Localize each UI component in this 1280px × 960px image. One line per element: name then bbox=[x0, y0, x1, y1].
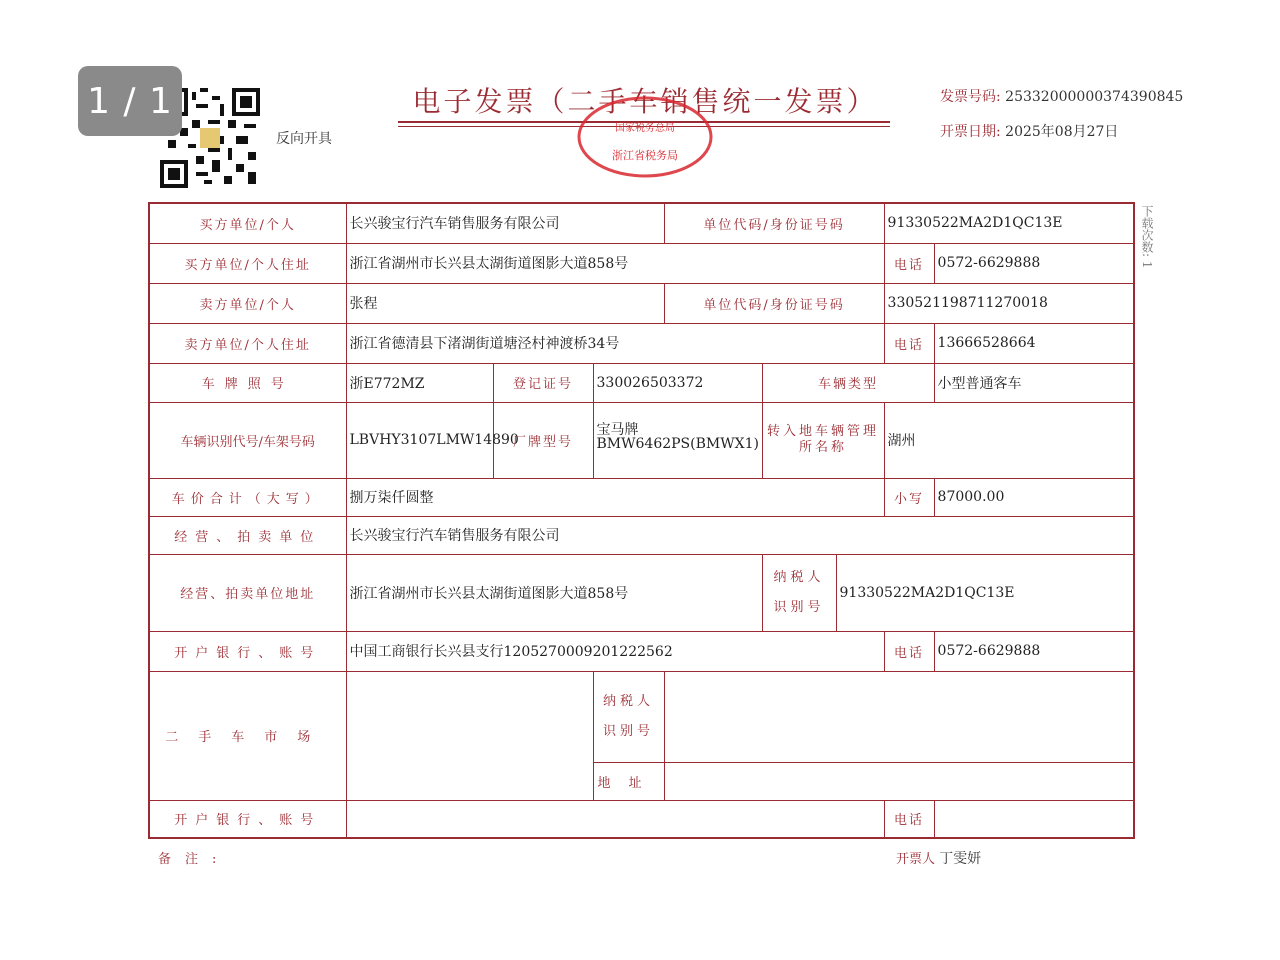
buyer-code: 91330522MA2D1QC13E bbox=[884, 203, 1134, 243]
buyer-phone: 0572-6629888 bbox=[934, 243, 1134, 283]
market-address-label: 地址 bbox=[593, 762, 664, 800]
price-number: 87000.00 bbox=[934, 478, 1134, 516]
invoice-table bbox=[148, 202, 1135, 839]
price-small-label: 小写 bbox=[884, 478, 934, 516]
invoice-date-label: 开票日期: bbox=[940, 124, 1001, 140]
market-phone bbox=[934, 800, 1134, 838]
model-label: 厂牌型号 bbox=[493, 402, 593, 478]
row-operator-address bbox=[149, 554, 1134, 631]
market-bank bbox=[346, 800, 884, 838]
invoice-title: 电子发票（二手车销售统一发票） bbox=[412, 85, 878, 118]
invoice-number bbox=[940, 86, 1183, 106]
seller-phone: 13666528664 bbox=[934, 323, 1134, 363]
vin-label: 车辆识别代号/车架号码 bbox=[149, 402, 346, 478]
remark-label: 备注: bbox=[158, 852, 231, 867]
row-plate bbox=[149, 363, 1134, 402]
plate-label: 车牌照号 bbox=[149, 363, 346, 402]
tax-bureau-seal bbox=[575, 95, 715, 180]
market-address bbox=[664, 762, 1134, 800]
row-buyer bbox=[149, 203, 1134, 243]
drawer-name: 丁雯妍 bbox=[939, 851, 982, 867]
seller-code-label: 单位代码/身份证号码 bbox=[664, 283, 884, 323]
seal-text-top: 国家税务总局 bbox=[615, 123, 675, 134]
model-value: 宝马牌BMW6462PS(BMWX1) bbox=[593, 402, 762, 478]
operator-address: 浙江省湖州市长兴县太湖街道图影大道858号 bbox=[346, 554, 762, 631]
buyer-address: 浙江省湖州市长兴县太湖街道图影大道858号 bbox=[346, 243, 884, 283]
price-in-words: 捌万柒仟圆整 bbox=[346, 478, 884, 516]
row-seller bbox=[149, 283, 1134, 323]
seller-address: 浙江省德清县下渚湖街道塘泾村神渡桥34号 bbox=[346, 323, 884, 363]
download-count: 下载次数: 1 bbox=[1140, 205, 1154, 269]
operator-taxid: 91330522MA2D1QC13E bbox=[836, 554, 1134, 631]
market-label: 二手车市场 bbox=[149, 671, 346, 800]
bank-phone-label: 电话 bbox=[884, 631, 934, 671]
bank-phone: 0572-6629888 bbox=[934, 631, 1134, 671]
invoice-number-label: 发票号码: bbox=[940, 89, 1001, 105]
buyer-code-label: 单位代码/身份证号码 bbox=[664, 203, 884, 243]
invoice-number-value: 25332000000374390845 bbox=[1005, 89, 1184, 105]
invoice-date-value: 2025年08月27日 bbox=[1005, 124, 1119, 140]
row-price bbox=[149, 478, 1134, 516]
seller-code: 330521198711270018 bbox=[884, 283, 1134, 323]
market-bank-label: 开户银行、账号 bbox=[149, 800, 346, 838]
operator-name: 长兴骏宝行汽车销售服务有限公司 bbox=[346, 516, 1134, 554]
vehicle-type: 小型普通客车 bbox=[934, 363, 1134, 402]
market-taxid-label: 纳税人识别号 bbox=[593, 671, 664, 762]
market-name bbox=[346, 671, 593, 800]
bank-account: 中国工商银行长兴县支行1205270009201222562 bbox=[346, 631, 884, 671]
seller-label: 卖方单位/个人 bbox=[149, 283, 346, 323]
page-indicator: 1 / 1 bbox=[78, 66, 182, 136]
seller-phone-label: 电话 bbox=[884, 323, 934, 363]
drawer-label: 开票人 bbox=[896, 852, 936, 867]
row-vin bbox=[149, 402, 1134, 478]
plate-number: 浙E772MZ bbox=[346, 363, 493, 402]
operator-label: 经营、拍卖单位 bbox=[149, 516, 346, 554]
buyer-name: 长兴骏宝行汽车销售服务有限公司 bbox=[346, 203, 664, 243]
transfer-office-label: 转入地车辆管理所名称 bbox=[762, 402, 884, 478]
vehicle-type-label: 车辆类型 bbox=[762, 363, 934, 402]
seal-text-bottom: 浙江省税务局 bbox=[612, 149, 678, 162]
operator-taxid-label: 纳税人识别号 bbox=[762, 554, 836, 631]
transfer-office: 湖州 bbox=[884, 402, 1134, 478]
row-bank bbox=[149, 631, 1134, 671]
registration-label: 登记证号 bbox=[493, 363, 593, 402]
market-taxid bbox=[664, 671, 1134, 762]
buyer-label: 买方单位/个人 bbox=[149, 203, 346, 243]
row-market-bank bbox=[149, 800, 1134, 838]
operator-address-label: 经营、拍卖单位地址 bbox=[149, 554, 346, 631]
seller-name: 张程 bbox=[346, 283, 664, 323]
invoice-drawer bbox=[896, 848, 981, 868]
seller-address-label: 卖方单位/个人住址 bbox=[149, 323, 346, 363]
buyer-address-label: 买方单位/个人住址 bbox=[149, 243, 346, 283]
row-operator bbox=[149, 516, 1134, 554]
row-buyer-address bbox=[149, 243, 1134, 283]
reverse-issue-note: 反向开具 bbox=[276, 131, 332, 147]
vin-number: LBVHY3107LMW14890 bbox=[346, 402, 493, 478]
market-phone-label: 电话 bbox=[884, 800, 934, 838]
registration-number: 330026503372 bbox=[593, 363, 762, 402]
price-words-label: 车价合计（大写） bbox=[149, 478, 346, 516]
buyer-phone-label: 电话 bbox=[884, 243, 934, 283]
row-seller-address bbox=[149, 323, 1134, 363]
row-market bbox=[149, 671, 1134, 762]
invoice-date bbox=[940, 121, 1118, 141]
bank-label: 开户银行、账号 bbox=[149, 631, 346, 671]
